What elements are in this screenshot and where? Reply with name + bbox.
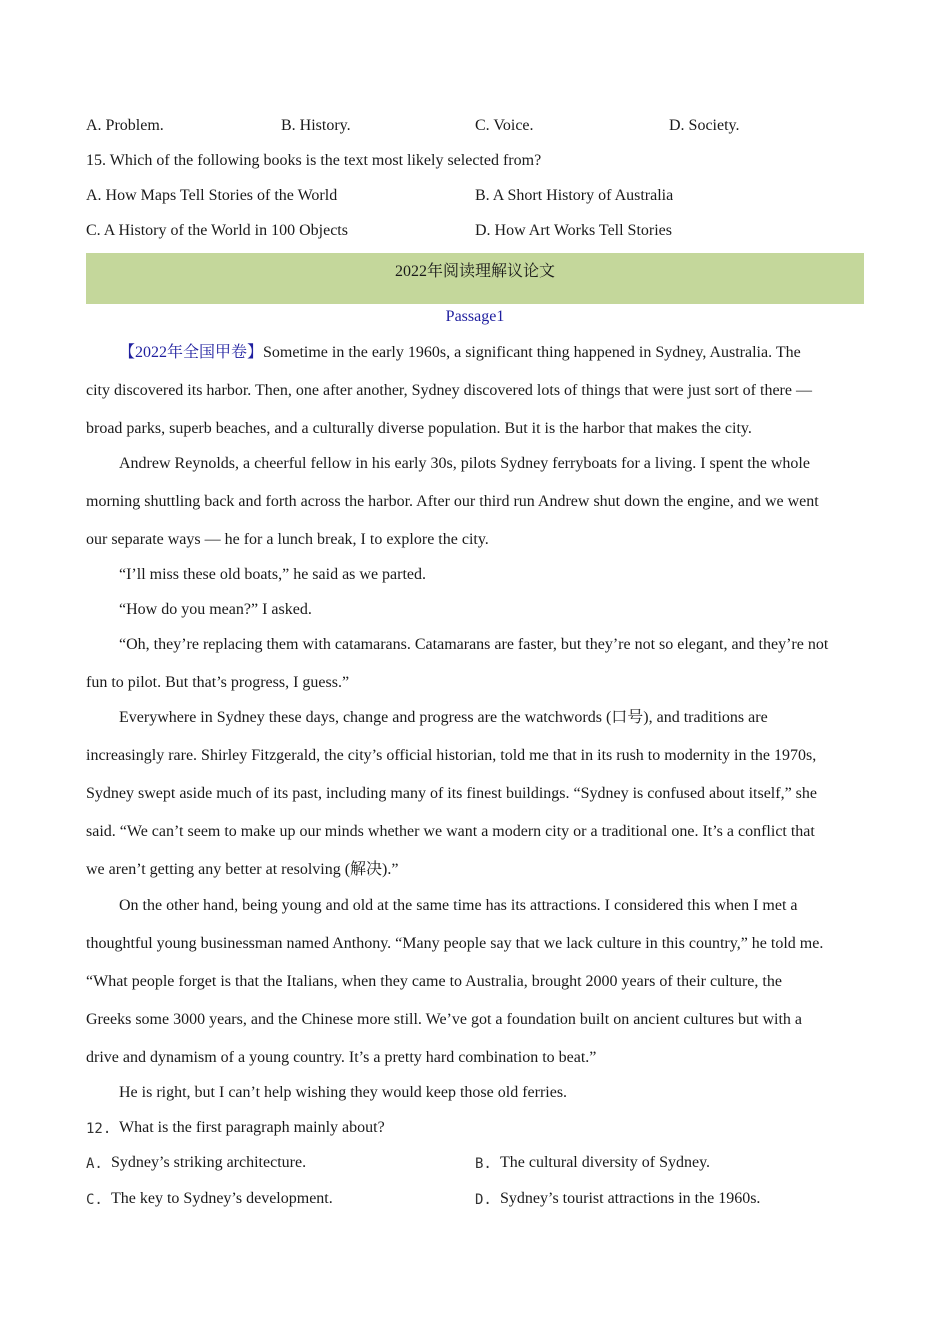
p7-line-5: drive and dynamism of a young country. It’s a pretty hard combination to beat.” — [86, 1049, 597, 1066]
q15-option-a: A. How Maps Tell Stories of the World — [86, 187, 338, 204]
p1-line-1: Sometime in the early 1960s, a significant thing happened in Sydney, Australia. The — [263, 344, 801, 361]
q12-option-a-text: Sydney’s striking architecture. — [111, 1154, 307, 1171]
q12-option-c-text: The key to Sydney’s development. — [111, 1190, 333, 1207]
q14-option-c: C. Voice. — [475, 117, 534, 134]
paragraph-7 — [86, 887, 864, 1077]
p7-line-3: “What people forget is that the Italians, when they came to Australia, brought 2000 years of their culture, the — [86, 973, 782, 990]
p1-line-3: broad parks, superb beaches, and a culturally diverse population. But it is the harbor that makes the city. — [86, 420, 752, 437]
p5-line-2: fun to pilot. But that’s progress, I guess.” — [86, 674, 350, 691]
q15-option-b: B. A Short History of Australia — [475, 187, 674, 204]
paragraph-2 — [86, 445, 864, 559]
p2-line-3: our separate ways — he for a lunch break, I to explore the city. — [86, 531, 489, 548]
p5-line-1: “Oh, they’re replacing them with catamarans. Catamarans are faster, but they’re not so elegant, and they’re not — [119, 636, 829, 653]
p7-line-2: thoughtful young businessman named Anthony. “Many people say that we lack culture in this country,” he told me. — [86, 935, 824, 952]
q12-option-b-letter: B. — [475, 1156, 492, 1172]
q14-option-d: D. Society. — [669, 117, 740, 134]
q14-option-a: A. Problem. — [86, 117, 164, 134]
p1-line-2: city discovered its harbor. Then, one after another, Sydney discovered lots of things that were just sort of there — — [86, 382, 812, 399]
paragraph-5 — [86, 626, 864, 702]
q12-option-d-text: Sydney’s tourist attractions in the 1960s. — [500, 1190, 761, 1207]
p6-line-3: Sydney swept aside much of its past, including many of its finest buildings. “Sydney is confused about itself,” she — [86, 785, 818, 802]
q15-option-d: D. How Art Works Tell Stories — [475, 222, 672, 239]
p7-line-1: On the other hand, being young and old at the same time has its attractions. I considered this when I met a — [119, 897, 798, 914]
q12-number: 12. — [86, 1121, 112, 1137]
source-tag: 【2022年全国甲卷】 — [119, 344, 264, 361]
p2-line-2: morning shuttling back and forth across the harbor. After our third run Andrew shut down the engine, and we went — [86, 493, 819, 510]
p2-line-1: Andrew Reynolds, a cheerful fellow in his early 30s, pilots Sydney ferryboats for a living. I spent the whole — [119, 455, 810, 472]
q14-option-b: B. History. — [281, 117, 351, 134]
q15-option-c: C. A History of the World in 100 Objects — [86, 222, 348, 239]
paragraph-8: He is right, but I can’t help wishing they would keep those old ferries. — [119, 1084, 568, 1101]
p6-line-2: increasingly rare. Shirley Fitzgerald, the city’s official historian, told me that in its rush to modernity in the 1970s, — [86, 747, 817, 764]
q12-stem: What is the first paragraph mainly about? — [119, 1119, 385, 1136]
p7-line-4: Greeks some 3000 years, and the Chinese more still. We’ve got a foundation built on ancient cultures but with a — [86, 1011, 803, 1028]
p6-line-5: we aren’t getting any better at resolving (解决).” — [86, 861, 399, 878]
q15-stem: 15. Which of the following books is the text most likely selected from? — [86, 152, 542, 169]
passage-title: Passage1 — [445, 308, 505, 325]
p6-line-1: Everywhere in Sydney these days, change and progress are the watchwords (口号), and traditions are — [119, 709, 768, 726]
paragraph-6 — [86, 699, 864, 889]
section-title: 2022年阅读理解议论文 — [394, 263, 555, 280]
paragraph-3: “I’ll miss these old boats,” he said as we parted. — [119, 566, 427, 583]
q12-option-b-text: The cultural diversity of Sydney. — [500, 1154, 711, 1171]
q12-option-d-letter: D. — [475, 1192, 492, 1208]
paragraph-4: “How do you mean?” I asked. — [119, 601, 312, 618]
q12-option-c-letter: C. — [86, 1192, 103, 1208]
p6-line-4: said. “We can’t seem to make up our minds whether we want a modern city or a traditional one. It’s a conflict that — [86, 823, 815, 840]
q12-option-a-letter: A. — [86, 1156, 103, 1172]
paragraph-1 — [86, 334, 864, 448]
